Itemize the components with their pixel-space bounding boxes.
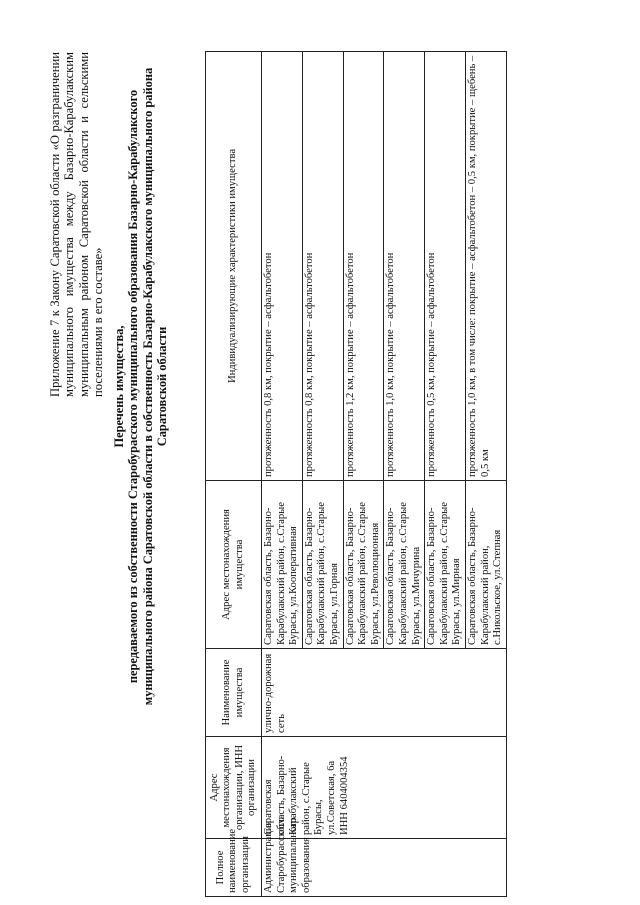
property-name: улично-дорожная сеть bbox=[263, 653, 287, 733]
appendix-note bbox=[48, 52, 106, 397]
characteristics-cell: протяженность 0,8 км, покрытие – асфальтобетон bbox=[262, 52, 303, 481]
characteristics-cell: протяженность 0,5 км, покрытие – асфальтобетон bbox=[425, 52, 466, 481]
title-line-3: муниципального района Саратовской области в собственность Базарно-Карабулакского муниципального района bbox=[140, 67, 155, 706]
title-line-1: Перечень имущества, bbox=[112, 325, 126, 448]
table-header-row bbox=[206, 52, 262, 897]
header-org-name: Полное наименование организации bbox=[206, 839, 262, 897]
title-line-2: передаваемого из собственности Старобурасского муниципального образования Базарно-Карабулакского bbox=[126, 89, 141, 684]
org-name-cell bbox=[262, 817, 507, 897]
table-row bbox=[262, 52, 303, 897]
characteristics-cell: протяженность 0,8 км, покрытие – асфальтобетон bbox=[302, 52, 343, 481]
title-line-4: Саратовской области bbox=[155, 326, 170, 447]
characteristics-cell: протяженность 1,0 км, в том числе: покрытие – асфальтобетон – 0,5 км, покрытие – щебень – 0,5 км bbox=[465, 52, 506, 481]
property-address-cell: Саратовская область, Базарно-Карабулакский район, с.Старые Бурасы, ул.Мирная bbox=[425, 481, 466, 649]
org-inn: ИНН 6404004354 bbox=[338, 756, 350, 835]
org-address-cell bbox=[262, 737, 507, 839]
document-title bbox=[112, 54, 170, 719]
characteristics-cell: протяженность 1,0 км, покрытие – асфальтобетон bbox=[384, 52, 425, 481]
header-property-address: Адрес местонахождения имущества bbox=[206, 481, 262, 649]
header-org-address: Адрес местонахождения организации, ИНН организации bbox=[206, 737, 262, 839]
org-address: Саратовская область, Базарно-Карабулакский район, с.Старые Бурасы, ул.Советская, 6а bbox=[263, 755, 337, 835]
header-characteristics: Индивидуализирующие характеристики имущества bbox=[206, 52, 262, 481]
property-address-cell: Саратовская область, Базарно-Карабулакский район, с.Никольское, ул.Степная bbox=[465, 481, 506, 649]
header-property-name: Наименование имущества bbox=[206, 649, 262, 737]
property-address-cell: Саратовская область, Базарно-Карабулакский район, с.Старые Бурасы, ул.Мичурина bbox=[384, 481, 425, 649]
org-name: Администрация Старобурасского муниципального образования bbox=[263, 817, 312, 893]
property-name-cell bbox=[262, 649, 507, 737]
property-address-cell: Саратовская область, Базарно-Карабулакский район, с.Старые Бурасы, ул.Кооперативная bbox=[262, 481, 303, 649]
appendix-text: Приложение 7 к Закону Саратовской области «О разграничении муниципального имущества между Базарно-Карабулакским муниципальным районом Саратовской области и сельскими поселениями в его составе» bbox=[48, 52, 106, 397]
property-address-cell: Саратовская область, Базарно-Карабулакский район, с.Старые Бурасы, ул.Горная bbox=[302, 481, 343, 649]
characteristics-cell: протяженность 1,2 км, покрытие – асфальтобетон bbox=[343, 52, 384, 481]
property-table bbox=[205, 51, 507, 897]
property-address-cell: Саратовская область, Базарно-Карабулакский район, с.Старые Бурасы, ул.Революционная bbox=[343, 481, 384, 649]
